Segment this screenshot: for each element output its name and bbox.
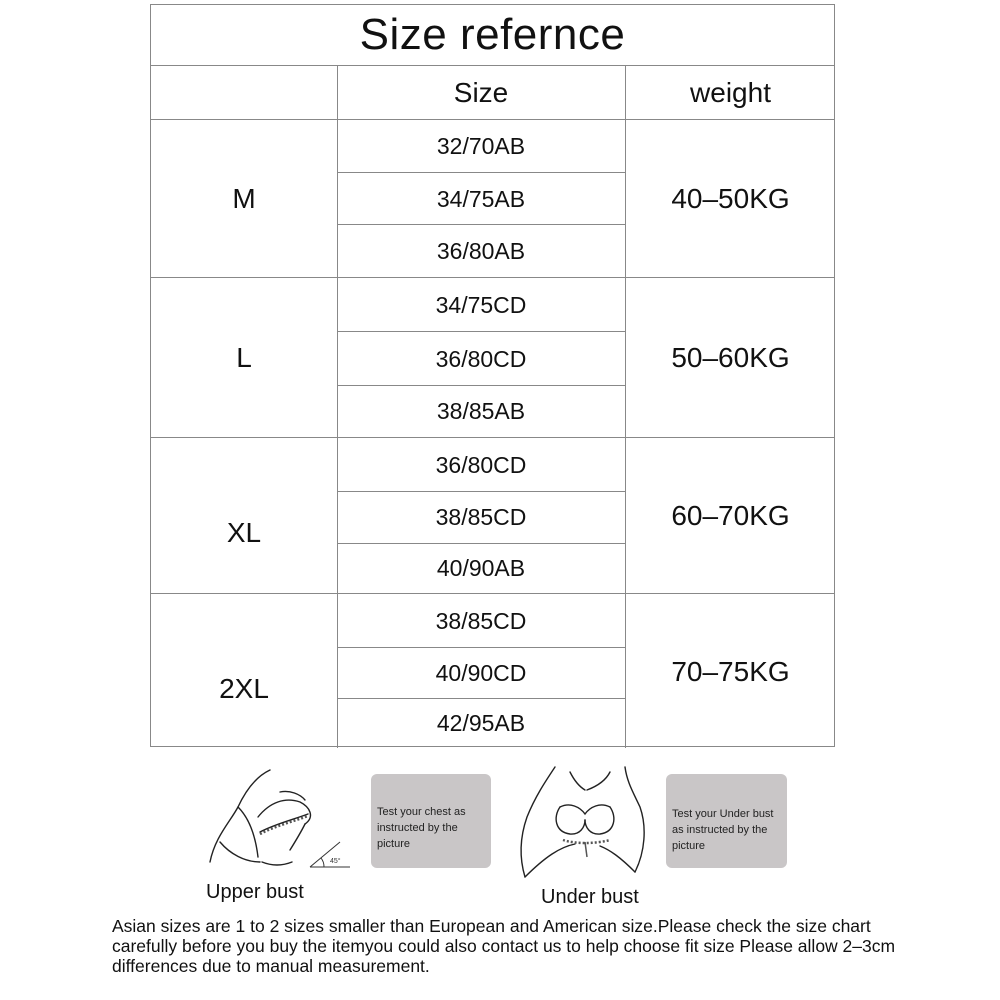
- weight-range: 60–70KG: [671, 499, 790, 531]
- category-label: XL: [226, 517, 262, 548]
- size-value: 36/80AB: [436, 238, 526, 264]
- chart-title: Size refernce: [151, 5, 834, 66]
- table-divider: [337, 172, 625, 173]
- size-group-l: [151, 278, 834, 437]
- table-divider: [337, 224, 625, 225]
- table-divider: [337, 331, 625, 332]
- size-header: Size: [453, 76, 509, 108]
- size-group-2xl: [151, 594, 834, 748]
- size-group-xl: [151, 438, 834, 593]
- size-value: 32/70AB: [436, 133, 526, 159]
- table-divider: [151, 437, 834, 438]
- size-value: 42/95AB: [436, 710, 526, 736]
- table-divider: [337, 65, 338, 748]
- category-label: 2XL: [219, 673, 269, 704]
- upper-bust-caption: Upper bust: [206, 881, 304, 903]
- table-divider: [151, 277, 834, 278]
- size-value: 36/80CD: [435, 345, 527, 372]
- table-divider: [337, 491, 625, 492]
- size-value: 40/90CD: [435, 660, 527, 686]
- size-value: 34/75CD: [435, 291, 527, 318]
- table-divider: [337, 385, 625, 386]
- table-divider: [337, 698, 625, 699]
- angle-label: 45°: [330, 858, 341, 865]
- weight-range: 70–75KG: [671, 655, 790, 687]
- category-label: L: [236, 341, 252, 373]
- upper-bust-illustration: [200, 762, 350, 882]
- size-value: 34/75AB: [436, 185, 526, 212]
- under-bust-caption: Under bust: [541, 886, 639, 908]
- upper-bust-note: Test your chest as instructed by the picture: [371, 774, 491, 868]
- weight-range: 40–50KG: [671, 183, 790, 214]
- category-label: M: [232, 183, 256, 214]
- size-disclaimer: Asian sizes are 1 to 2 sizes smaller than European and American size.Please check the size chart carefully before you buy the itemyou could also contact us to help choose fit size Please allow 2–3cm differences due to manual measurement.: [112, 916, 896, 976]
- table-divider: [151, 593, 834, 594]
- table-divider: [337, 543, 625, 544]
- table-divider: [625, 65, 626, 748]
- size-value: 38/85AB: [436, 398, 526, 424]
- under-bust-illustration: [515, 762, 655, 887]
- size-value: 38/85CD: [435, 504, 527, 530]
- size-value: 36/80CD: [435, 451, 527, 478]
- table-divider: [337, 647, 625, 648]
- table-divider: [151, 119, 834, 120]
- weight-range: 50–60KG: [671, 341, 790, 373]
- under-bust-note: Test your Under bust as instructed by the picture: [666, 774, 787, 868]
- size-value: 40/90AB: [436, 554, 526, 581]
- size-group-m: [151, 120, 834, 278]
- size-value: 38/85CD: [435, 607, 527, 634]
- weight-header: weight: [690, 76, 771, 108]
- size-chart-table: [150, 4, 835, 747]
